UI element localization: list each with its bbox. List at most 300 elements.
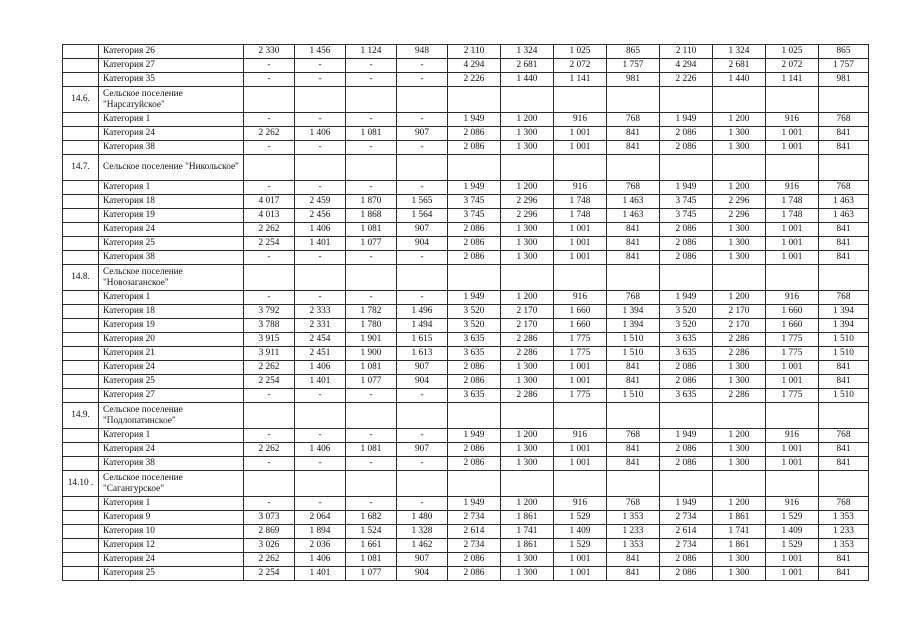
value-cell: 1 324: [501, 45, 554, 59]
row-number: 14.7.: [63, 155, 99, 181]
value-cell: 1 462: [397, 539, 448, 553]
value-cell: 2 110: [448, 45, 501, 59]
row-number: [63, 181, 99, 195]
value-cell: -: [244, 291, 295, 305]
value-cell: 2 451: [295, 347, 346, 361]
value-cell: 841: [607, 567, 660, 581]
value-cell: 916: [766, 113, 819, 127]
value-cell: 2 086: [448, 141, 501, 155]
value-cell: 1 001: [554, 361, 607, 375]
category-name: Категория 24: [99, 127, 244, 141]
value-cell: 2 296: [713, 195, 766, 209]
value-cell: 1 861: [501, 539, 554, 553]
row-number: [63, 251, 99, 265]
value-cell: 1 300: [501, 553, 554, 567]
value-cell: 916: [554, 291, 607, 305]
category-name: Категория 24: [99, 361, 244, 375]
value-cell: 1 001: [554, 127, 607, 141]
category-name: Категория 27: [99, 59, 244, 73]
value-cell: [660, 471, 713, 497]
value-cell: -: [244, 429, 295, 443]
value-cell: 1 613: [397, 347, 448, 361]
value-cell: 1 775: [554, 347, 607, 361]
value-cell: 1 200: [501, 497, 554, 511]
value-cell: 1 529: [766, 511, 819, 525]
value-cell: [607, 471, 660, 497]
value-cell: 1 001: [766, 127, 819, 141]
value-cell: 1 463: [607, 209, 660, 223]
value-cell: 1 077: [346, 567, 397, 581]
value-cell: -: [244, 457, 295, 471]
category-name: Категория 38: [99, 251, 244, 265]
value-cell: 1 757: [607, 59, 660, 73]
value-cell: 1 406: [295, 127, 346, 141]
value-cell: 841: [819, 553, 869, 567]
table-row: [63, 511, 869, 525]
value-cell: 1 001: [554, 223, 607, 237]
value-cell: 1 300: [501, 361, 554, 375]
value-cell: 2 454: [295, 333, 346, 347]
value-cell: 981: [819, 73, 869, 87]
value-cell: 1 200: [713, 113, 766, 127]
value-cell: -: [397, 113, 448, 127]
value-cell: 768: [819, 113, 869, 127]
value-cell: 1 200: [501, 181, 554, 195]
value-cell: 841: [819, 443, 869, 457]
value-cell: 1 001: [766, 567, 819, 581]
value-cell: 2 296: [501, 195, 554, 209]
value-cell: [660, 265, 713, 291]
value-cell: -: [295, 59, 346, 73]
table-row: [63, 237, 869, 251]
value-cell: 2 286: [501, 347, 554, 361]
value-cell: 1 949: [660, 113, 713, 127]
value-cell: -: [244, 59, 295, 73]
value-cell: 1 394: [819, 319, 869, 333]
value-cell: 1 300: [501, 127, 554, 141]
value-cell: 1 510: [819, 389, 869, 403]
value-cell: 1 001: [766, 223, 819, 237]
value-cell: 3 520: [448, 319, 501, 333]
row-number: [63, 237, 99, 251]
value-cell: 1 025: [554, 45, 607, 59]
table-row: [63, 333, 869, 347]
value-cell: 1 200: [713, 497, 766, 511]
value-cell: 1 300: [501, 141, 554, 155]
value-cell: 1 200: [713, 291, 766, 305]
value-cell: 1 868: [346, 209, 397, 223]
category-name: Категория 19: [99, 209, 244, 223]
value-cell: 1 200: [713, 429, 766, 443]
value-cell: [766, 403, 819, 429]
value-cell: 1 001: [554, 375, 607, 389]
value-cell: 1 300: [713, 127, 766, 141]
value-cell: [295, 471, 346, 497]
value-cell: 1 300: [501, 375, 554, 389]
value-cell: [713, 87, 766, 113]
value-cell: 1 615: [397, 333, 448, 347]
value-cell: 3 026: [244, 539, 295, 553]
value-cell: 1 300: [713, 567, 766, 581]
value-cell: 916: [554, 429, 607, 443]
value-cell: -: [295, 497, 346, 511]
value-cell: 1 353: [607, 511, 660, 525]
value-cell: [554, 87, 607, 113]
value-cell: 1 564: [397, 209, 448, 223]
value-cell: 768: [819, 291, 869, 305]
value-cell: -: [346, 497, 397, 511]
value-cell: 841: [819, 375, 869, 389]
value-cell: 841: [819, 567, 869, 581]
value-cell: 1 949: [448, 113, 501, 127]
value-cell: 1 001: [766, 251, 819, 265]
table-row: [63, 525, 869, 539]
value-cell: 1 001: [766, 375, 819, 389]
value-cell: -: [346, 73, 397, 87]
value-cell: 1 001: [554, 237, 607, 251]
value-cell: -: [295, 113, 346, 127]
value-cell: 3 911: [244, 347, 295, 361]
value-cell: 1 463: [607, 195, 660, 209]
value-cell: 2 086: [448, 251, 501, 265]
value-cell: -: [346, 181, 397, 195]
value-cell: 2 254: [244, 375, 295, 389]
value-cell: 1 081: [346, 361, 397, 375]
value-cell: -: [397, 181, 448, 195]
row-number: [63, 497, 99, 511]
value-cell: -: [397, 141, 448, 155]
value-cell: 3 073: [244, 511, 295, 525]
value-cell: [501, 471, 554, 497]
value-cell: 2 226: [660, 73, 713, 87]
table-row: [63, 209, 869, 223]
value-cell: [607, 87, 660, 113]
category-name: Категория 25: [99, 237, 244, 251]
category-name: Категория 19: [99, 319, 244, 333]
value-cell: 1 782: [346, 305, 397, 319]
value-cell: 916: [766, 181, 819, 195]
value-cell: 1 741: [713, 525, 766, 539]
value-cell: 2 456: [295, 209, 346, 223]
category-name: Категория 18: [99, 305, 244, 319]
value-cell: 2 331: [295, 319, 346, 333]
section-row: [63, 87, 869, 113]
value-cell: 2 734: [448, 539, 501, 553]
value-cell: 1 001: [554, 443, 607, 457]
row-number: [63, 127, 99, 141]
value-cell: 2 286: [713, 347, 766, 361]
value-cell: 1 141: [766, 73, 819, 87]
value-cell: 2 254: [244, 567, 295, 581]
section-row: [63, 265, 869, 291]
value-cell: 4 294: [660, 59, 713, 73]
value-cell: -: [397, 457, 448, 471]
value-cell: 1 510: [819, 333, 869, 347]
value-cell: 1 300: [713, 375, 766, 389]
value-cell: 1 565: [397, 195, 448, 209]
value-cell: 2 226: [448, 73, 501, 87]
value-cell: 2 170: [713, 319, 766, 333]
table-row: [63, 45, 869, 59]
value-cell: 2 086: [448, 223, 501, 237]
value-cell: 2 262: [244, 443, 295, 457]
row-number: [63, 141, 99, 155]
value-cell: [397, 265, 448, 291]
value-cell: 1 870: [346, 195, 397, 209]
value-cell: 2 086: [448, 567, 501, 581]
table-row: [63, 389, 869, 403]
value-cell: 2 262: [244, 127, 295, 141]
value-cell: 907: [397, 443, 448, 457]
value-cell: 841: [607, 223, 660, 237]
table-row: [63, 429, 869, 443]
value-cell: 1 081: [346, 127, 397, 141]
value-cell: 1 861: [713, 511, 766, 525]
value-cell: 3 745: [448, 195, 501, 209]
row-number: [63, 209, 99, 223]
table-row: [63, 127, 869, 141]
value-cell: [713, 265, 766, 291]
row-number: [63, 195, 99, 209]
value-cell: [501, 403, 554, 429]
value-cell: 768: [819, 497, 869, 511]
value-cell: 904: [397, 567, 448, 581]
row-number: 14.10 .: [63, 471, 99, 497]
value-cell: 1 324: [713, 45, 766, 59]
value-cell: -: [244, 73, 295, 87]
row-number: [63, 511, 99, 525]
value-cell: 1 001: [766, 553, 819, 567]
value-cell: 916: [554, 497, 607, 511]
value-cell: 2 296: [713, 209, 766, 223]
value-cell: [346, 155, 397, 181]
value-cell: -: [295, 429, 346, 443]
value-cell: 1 661: [346, 539, 397, 553]
category-name: Категория 21: [99, 347, 244, 361]
value-cell: [397, 87, 448, 113]
value-cell: 841: [819, 457, 869, 471]
category-name: Категория 1: [99, 429, 244, 443]
value-cell: [554, 265, 607, 291]
value-cell: 2 086: [448, 237, 501, 251]
value-cell: 1 949: [660, 497, 713, 511]
settlement-name: Сельское поселение "Подлопатинское": [99, 403, 244, 429]
value-cell: 1 300: [713, 361, 766, 375]
category-name: Категория 1: [99, 113, 244, 127]
value-cell: 1 001: [766, 361, 819, 375]
table-body: [63, 45, 869, 581]
value-cell: 1 861: [713, 539, 766, 553]
value-cell: 2 036: [295, 539, 346, 553]
category-name: Категория 24: [99, 223, 244, 237]
row-number: [63, 553, 99, 567]
value-cell: 1 463: [819, 195, 869, 209]
value-cell: 1 949: [448, 429, 501, 443]
value-cell: 2 064: [295, 511, 346, 525]
value-cell: [448, 155, 501, 181]
value-cell: [819, 265, 869, 291]
table-row: [63, 291, 869, 305]
tariff-table: [62, 44, 869, 581]
row-number: [63, 457, 99, 471]
value-cell: 2 681: [501, 59, 554, 73]
value-cell: -: [244, 389, 295, 403]
value-cell: -: [295, 389, 346, 403]
category-name: Категория 10: [99, 525, 244, 539]
table-row: [63, 553, 869, 567]
category-name: Категория 25: [99, 567, 244, 581]
value-cell: 841: [607, 141, 660, 155]
value-cell: 1 353: [607, 539, 660, 553]
value-cell: 841: [607, 553, 660, 567]
value-cell: 1 529: [554, 511, 607, 525]
row-number: [63, 567, 99, 581]
value-cell: 1 300: [713, 237, 766, 251]
value-cell: 865: [819, 45, 869, 59]
category-name: Категория 27: [99, 389, 244, 403]
value-cell: 1 406: [295, 361, 346, 375]
value-cell: [346, 403, 397, 429]
value-cell: 1 949: [448, 291, 501, 305]
value-cell: 981: [607, 73, 660, 87]
value-cell: 2 330: [244, 45, 295, 59]
value-cell: 1 401: [295, 237, 346, 251]
value-cell: 1 894: [295, 525, 346, 539]
value-cell: 2 459: [295, 195, 346, 209]
value-cell: 841: [607, 375, 660, 389]
value-cell: [346, 471, 397, 497]
value-cell: 768: [819, 181, 869, 195]
value-cell: 1 660: [554, 305, 607, 319]
section-row: [63, 403, 869, 429]
value-cell: 1 200: [713, 181, 766, 195]
value-cell: 2 086: [660, 223, 713, 237]
value-cell: 1 775: [766, 389, 819, 403]
settlement-name: Сельское поселение "Нарсатуйское": [99, 87, 244, 113]
table-row: [63, 59, 869, 73]
value-cell: 1 001: [766, 141, 819, 155]
value-cell: 2 262: [244, 361, 295, 375]
value-cell: [295, 403, 346, 429]
value-cell: 1 748: [554, 209, 607, 223]
table-row: [63, 181, 869, 195]
row-number: [63, 375, 99, 389]
value-cell: [713, 471, 766, 497]
value-cell: [713, 155, 766, 181]
value-cell: [554, 471, 607, 497]
row-number: [63, 333, 99, 347]
value-cell: 2 614: [448, 525, 501, 539]
table-row: [63, 567, 869, 581]
value-cell: [244, 265, 295, 291]
value-cell: 1 077: [346, 375, 397, 389]
value-cell: 841: [819, 127, 869, 141]
value-cell: 1 353: [819, 539, 869, 553]
value-cell: 2 681: [713, 59, 766, 73]
value-cell: 1 081: [346, 223, 397, 237]
value-cell: -: [295, 141, 346, 155]
value-cell: 1 748: [766, 209, 819, 223]
value-cell: 3 635: [448, 389, 501, 403]
value-cell: -: [295, 181, 346, 195]
value-cell: 916: [554, 113, 607, 127]
value-cell: -: [244, 113, 295, 127]
value-cell: 2 086: [660, 443, 713, 457]
value-cell: 2 869: [244, 525, 295, 539]
value-cell: 2 086: [448, 553, 501, 567]
value-cell: -: [397, 429, 448, 443]
value-cell: 1 529: [554, 539, 607, 553]
value-cell: 1 001: [766, 443, 819, 457]
value-cell: -: [346, 291, 397, 305]
value-cell: 3 792: [244, 305, 295, 319]
value-cell: 1 510: [607, 333, 660, 347]
row-number: 14.8.: [63, 265, 99, 291]
category-name: Категория 1: [99, 181, 244, 195]
value-cell: 841: [607, 443, 660, 457]
value-cell: [448, 403, 501, 429]
value-cell: 768: [607, 181, 660, 195]
row-number: [63, 361, 99, 375]
row-number: [63, 59, 99, 73]
row-number: 14.6.: [63, 87, 99, 113]
table-row: [63, 73, 869, 87]
value-cell: [501, 155, 554, 181]
value-cell: 2 262: [244, 223, 295, 237]
value-cell: 2 086: [448, 375, 501, 389]
table-row: [63, 375, 869, 389]
value-cell: -: [244, 251, 295, 265]
value-cell: 2 286: [713, 333, 766, 347]
value-cell: 1 200: [501, 429, 554, 443]
value-cell: 1 300: [713, 457, 766, 471]
value-cell: [448, 265, 501, 291]
row-number: [63, 305, 99, 319]
value-cell: 1 300: [501, 567, 554, 581]
row-number: [63, 429, 99, 443]
value-cell: [660, 155, 713, 181]
value-cell: 1 001: [766, 237, 819, 251]
value-cell: 2 086: [448, 127, 501, 141]
value-cell: [660, 87, 713, 113]
row-number: [63, 291, 99, 305]
value-cell: [713, 403, 766, 429]
value-cell: 1 300: [713, 443, 766, 457]
value-cell: [554, 155, 607, 181]
value-cell: [819, 87, 869, 113]
value-cell: 841: [819, 361, 869, 375]
value-cell: 1 748: [554, 195, 607, 209]
value-cell: [766, 87, 819, 113]
settlement-name: Сельское поселение "Новозаганское": [99, 265, 244, 291]
value-cell: 865: [607, 45, 660, 59]
value-cell: [766, 471, 819, 497]
value-cell: 2 734: [448, 511, 501, 525]
value-cell: -: [244, 497, 295, 511]
value-cell: [766, 265, 819, 291]
value-cell: 2 086: [660, 141, 713, 155]
value-cell: 1 496: [397, 305, 448, 319]
table-row: [63, 539, 869, 553]
value-cell: 3 745: [660, 209, 713, 223]
value-cell: -: [244, 141, 295, 155]
value-cell: 768: [607, 497, 660, 511]
value-cell: [244, 155, 295, 181]
value-cell: [448, 471, 501, 497]
table-row: [63, 305, 869, 319]
value-cell: 1 780: [346, 319, 397, 333]
value-cell: 1 480: [397, 511, 448, 525]
